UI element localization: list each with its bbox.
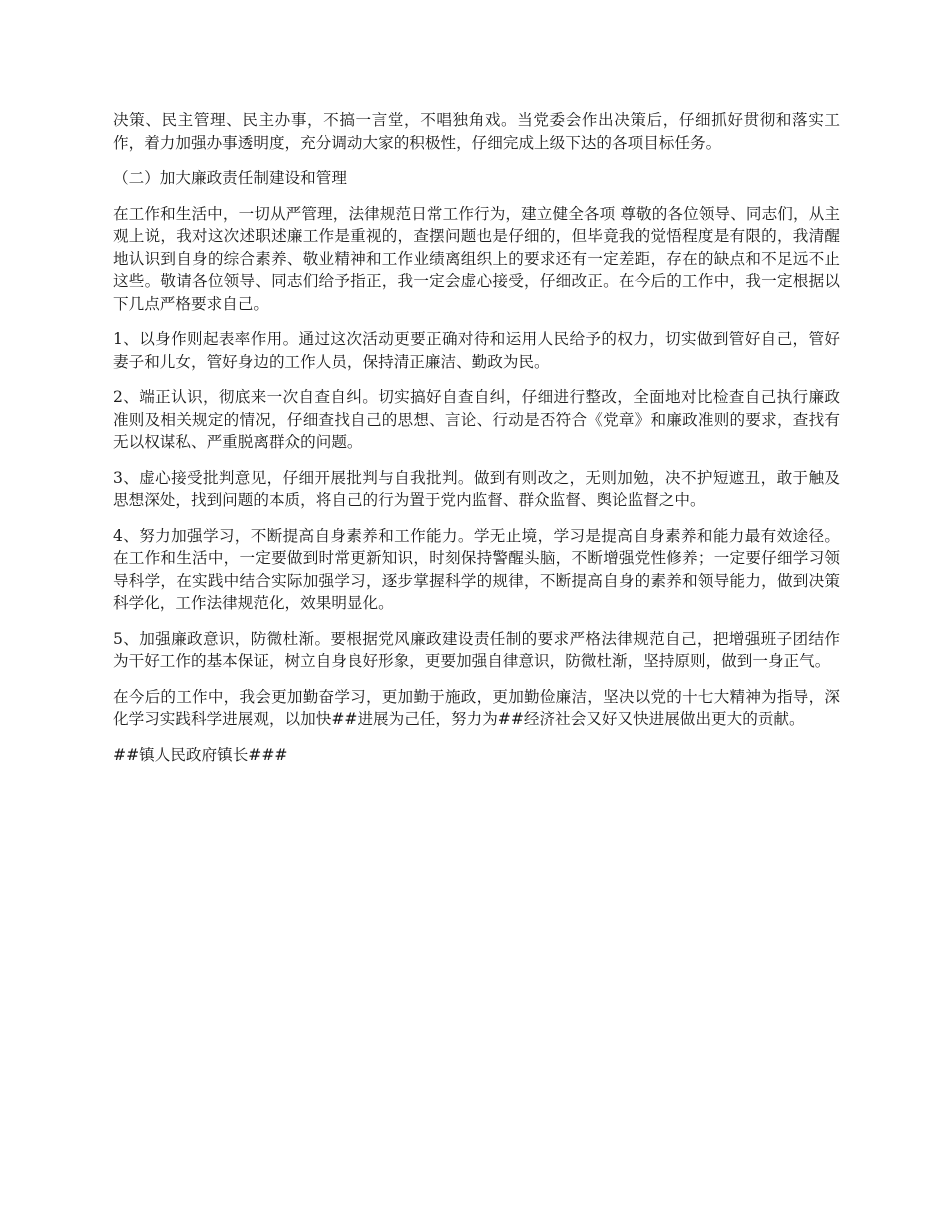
- list-item-2: 2、端正认识，彻底来一次自查自纠。切实搞好自查自纠，仔细进行整改，全面地对比检查自己执行廉政准则及相关规定的情况，仔细查找自己的思想、言论、行动是否符合《党章》和廉政准则的要求，查找有无以权谋私、严重脱离群众的问题。: [113, 388, 840, 451]
- document-body: [113, 109, 840, 779]
- list-item-3: 3、虚心接受批判意见，仔细开展批判与自我批判。做到有则改之，无则加勉，决不护短遮丑，敢于触及思想深处，找到问题的本质，将自己的行为置于党内监督、群众监督、舆论监督之中。: [113, 468, 840, 509]
- section-heading: （二）加大廉政责任制建设和管理: [113, 169, 347, 187]
- list-item-1: 1、以身作则起表率作用。通过这次活动更要正确对待和运用人民给予的权力，切实做到管好自己，管好妻子和儿女，管好身边的工作人员，保持清正廉洁、勤政为民。: [113, 330, 840, 371]
- closing-paragraph: 在今后的工作中，我会更加勤奋学习，更加勤于施政，更加勤俭廉洁，坚决以党的十七大精神为指导，深化学习实践科学进展观，以加快##进展为己任，努力为##经济社会又好又快进展做出更大的贡献。: [113, 687, 840, 728]
- paragraph-intro-continuation: 决策、民主管理、民主办事，不搞一言堂，不唱独角戏。当党委会作出决策后，仔细抓好贯彻和落实工作，着力加强办事透明度，充分调动大家的积极性，仔细完成上级下达的各项目标任务。: [113, 111, 840, 152]
- signature: ##镇人民政府镇长###: [113, 745, 288, 764]
- list-item-4: 4、努力加强学习，不断提高自身素养和工作能力。学无止境，学习是提高自身素养和能力最有效途径。在工作和生活中，一定要做到时常更新知识，时刻保持警醒头脑，不断增强党性修养；一定要仔细学习领导科学，在实践中结合实际加强学习，逐步掌握科学的规律，不断提高自身的素养和领导能力，做到决策科学化，工作法律规范化，效果明显化。: [113, 526, 840, 612]
- list-item-5: 5、加强廉政意识，防微杜渐。要根据党风廉政建设责任制的要求严格法律规范自己，把增强班子团结作为干好工作的基本保证，树立自身良好形象，更要加强自律意识，防微杜渐，坚持原则，做到一身正气。: [113, 629, 840, 670]
- paragraph-body: 在工作和生活中，一切从严管理，法律规范日常工作行为，建立健全各项 尊敬的各位领导、同志们，从主观上说，我对这次述职述廉工作是重视的，查摆问题也是仔细的，但毕竟我的觉悟程度是有限的，我清醒地认识到自身的综合素养、敬业精神和工作业绩离组织上的要求还有一定差距，存在的缺点和不足远不止这些。敬请各位领导、同志们给予指正，我一定会虚心接受，仔细改正。在今后的工作中，我一定根据以下几点严格要求自己。: [113, 204, 840, 313]
